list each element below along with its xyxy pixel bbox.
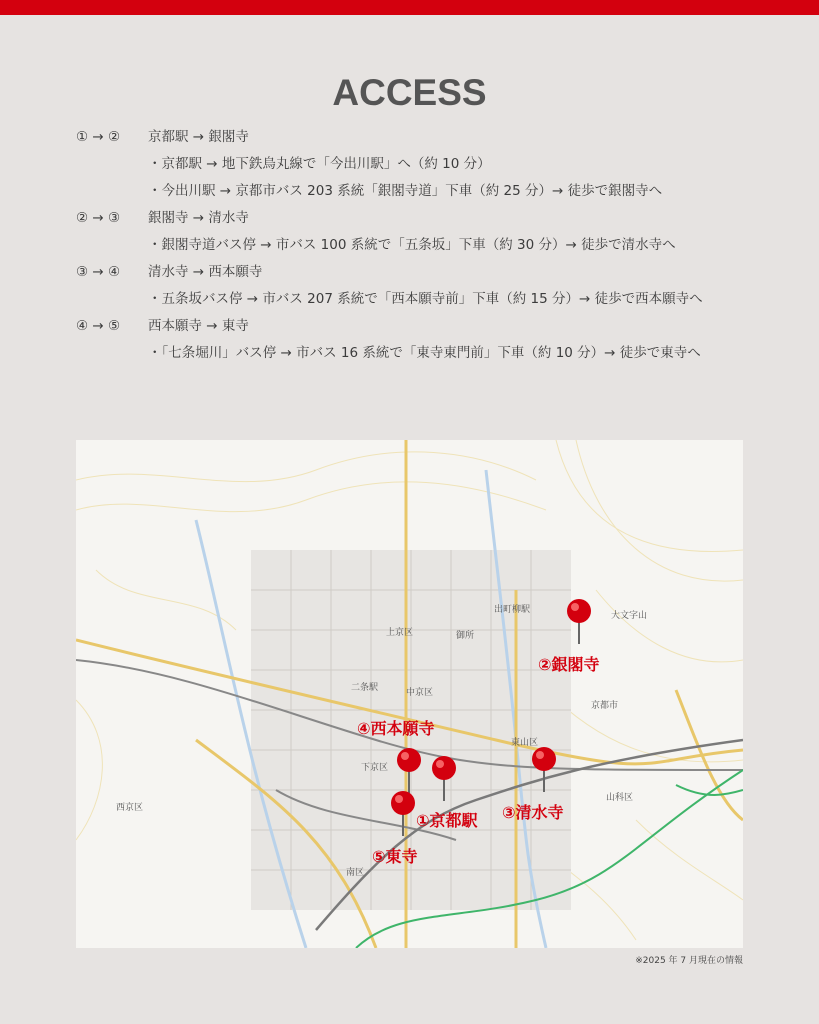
marker-label-ginkakuji: ②銀閣寺 (538, 655, 600, 674)
place-label: 山科区 (606, 793, 634, 803)
area-map (76, 440, 743, 948)
map-pin-icon (388, 790, 418, 838)
route-detail: ・京都駅 → 地下鉄烏丸線で「今出川駅」へ（約 10 分） (148, 156, 491, 172)
map-pin-icon (564, 598, 594, 646)
route-number: ④ → ⑤ (76, 318, 121, 334)
route-detail: ・「七条堀川」バス停 → 市バス 16 系統で「東寺東門前」下車（約 10 分）→ 徒歩で東寺へ (148, 345, 701, 361)
route-number: ① → ② (76, 129, 121, 145)
route-pair: 清水寺 → 西本願寺 (148, 264, 263, 280)
marker-label-kyoto-station: ①京都駅 (416, 811, 478, 830)
place-label: 中京区 (406, 688, 434, 698)
route-detail: ・銀閣寺道バス停 → 市バス 100 系統で「五条坂」下車（約 30 分）→ 徒歩で清水寺へ (148, 237, 676, 253)
map-pin-icon (529, 746, 559, 794)
place-label: 南区 (346, 868, 365, 878)
route-detail: ・五条坂バス停 → 市バス 207 系統で「西本願寺前」下車（約 15 分）→ 徒歩で西本願寺へ (148, 291, 703, 307)
route-list (76, 124, 776, 367)
route-header (76, 313, 776, 340)
route-number: ② → ③ (76, 210, 121, 226)
route-pair: 銀閣寺 → 清水寺 (148, 210, 249, 226)
marker-label-kiyomizudera: ③清水寺 (502, 803, 564, 822)
place-label: 西京区 (116, 803, 144, 813)
place-label: 大文字山 (611, 611, 648, 621)
map-background (76, 440, 743, 948)
route-header (76, 259, 776, 286)
route-number: ③ → ④ (76, 264, 121, 280)
map-pin-icon (394, 747, 424, 795)
route-pair: 京都駅 → 銀閣寺 (148, 129, 249, 145)
info-date-note: ※2025 年 7 月現在の情報 (635, 956, 743, 966)
place-label: 上京区 (386, 628, 414, 638)
place-label: 京都市 (591, 701, 619, 711)
place-label: 東山区 (511, 738, 539, 748)
place-label: 二条駅 (351, 683, 379, 693)
route-header (76, 205, 776, 232)
page-title: ACCESS (332, 72, 487, 113)
route-detail: ・今出川駅 → 京都市バス 203 系統「銀閣寺道」下車（約 25 分）→ 徒歩で銀閣寺へ (148, 183, 663, 199)
route-header (76, 124, 776, 151)
place-label: 御所 (456, 631, 475, 641)
top-accent-bar (0, 0, 819, 15)
place-label: 下京区 (361, 763, 389, 773)
map-pin-icon (429, 755, 459, 803)
marker-label-nishihonganji: ④西本願寺 (357, 719, 435, 738)
marker-label-toji: ⑤東寺 (372, 847, 418, 866)
place-label: 出町柳駅 (494, 605, 531, 615)
route-pair: 西本願寺 → 東寺 (148, 318, 249, 334)
